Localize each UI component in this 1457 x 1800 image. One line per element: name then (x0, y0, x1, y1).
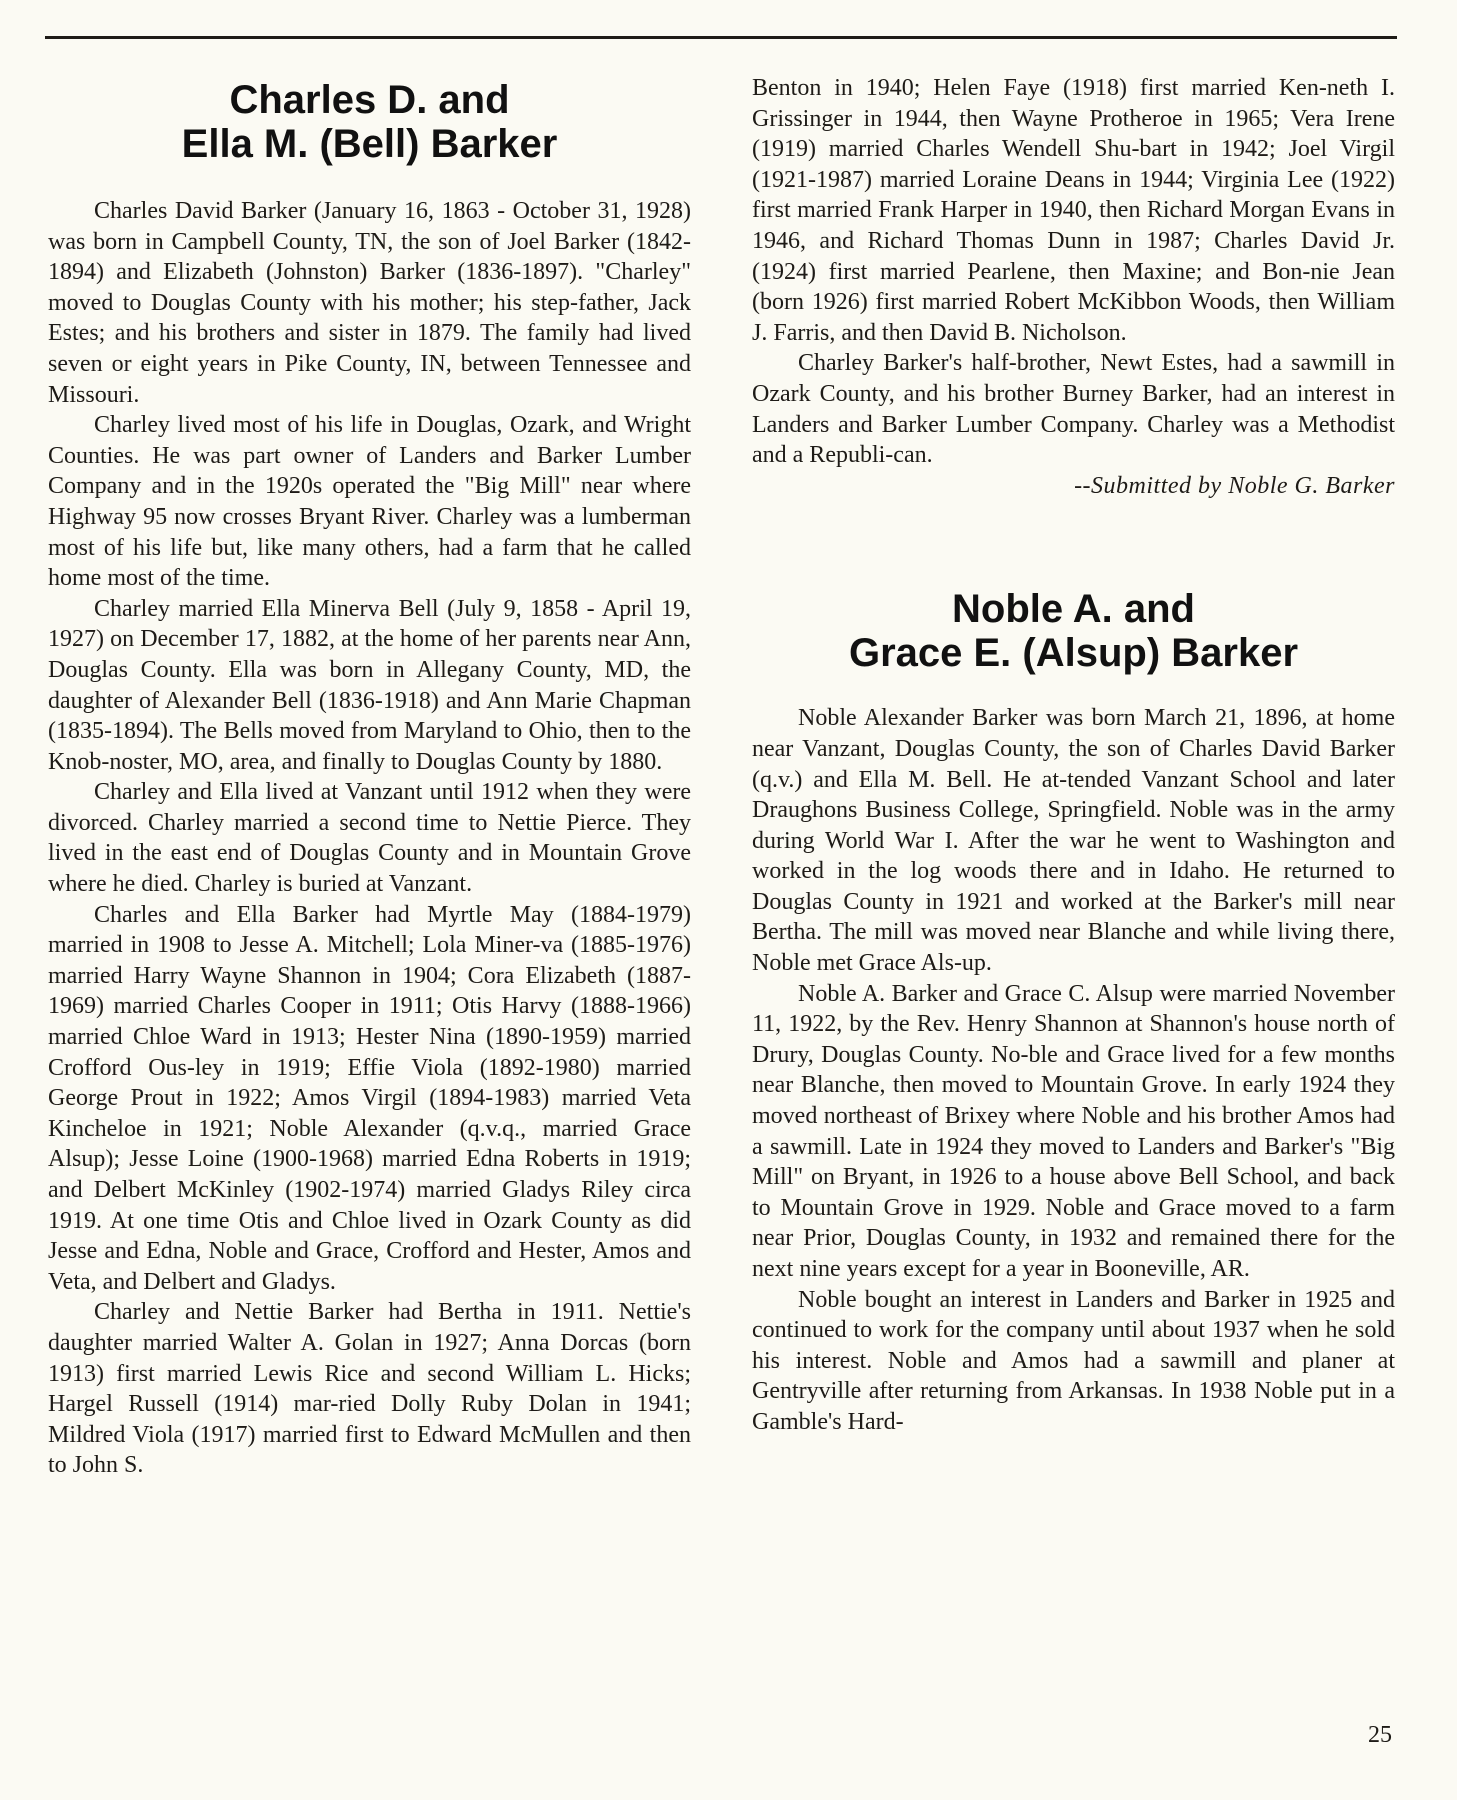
article-heading-noble-grace (752, 587, 1395, 675)
paragraph: Charley Barker's half-brother, Newt Estes, had a sawmill in Ozark County, and his brother Burney Barker, had an interest in Landers and Barker Lumber Company. Charley was a Methodist and a Republi-can. (752, 350, 1395, 469)
paragraph: Charley and Nettie Barker had Bertha in 1911. Nettie's daughter married Walter A. Golan in 1927; Anna Dorcas (born 1913) first married Lewis Rice and second William L. Hicks; Hargel Russell (1914) mar-ried Dolly Ruby Dolan in 1941; Mildred Viola (1917) married first to Edward McMullen and then to John S. (48, 1299, 691, 1479)
heading-line-1: Charles D. and (229, 78, 510, 122)
page-number: 25 (1368, 1722, 1392, 1748)
paragraph: Noble bought an interest in Landers and Barker in 1925 and continued to work for the company until about 1937 when he sold his interest. Noble and Amos had a sawmill and planer at Gentryville after returning from Arkansas. In 1938 Noble put in a Gamble's Hard- (752, 1286, 1395, 1435)
paragraph: Charley lived most of his life in Douglas, Ozark, and Wright Counties. He was part owner of Landers and Barker Lumber Company and in the 1920s operated the "Big Mill" near where Highway 95 now crosses Bryant River. Charley was a lumberman most of his life but, like many others, had a farm that he called home most of the time. (48, 412, 691, 592)
heading-line-1: Noble A. and (952, 587, 1195, 632)
paragraph-continued: Benton in 1940; Helen Faye (1918) first married Ken-neth I. Grissinger in 1944, then Wayne Protheroe in 1965; Vera Irene (1919) married Charles Wendell Shu-bart in 1942; Joel Virgil (1921-1987) married Loraine Deans in 1944; Virginia Lee (1922) first married Frank Harper in 1940, then Richard Morgan Evans in 1946, and Richard Thomas Dunn in 1987; Charles David Jr. (1924) first married Pearlene, then Maxine; and Bon-nie Jean (born 1926) first married Robert McKibbon Woods, then William J. Farris, and then David B. Nicholson. (752, 75, 1395, 346)
top-rule (45, 36, 1397, 39)
heading-line-2: Grace E. (Alsup) Barker (848, 631, 1299, 676)
heading-line-2: Ella M. (Bell) Barker (181, 122, 558, 166)
section-spacer (752, 501, 1395, 587)
paragraph: Charles and Ella Barker had Myrtle May (1884-1979) married in 1908 to Jesse A. Mitchell; Lola Miner-va (1885-1976) married Harry Wayne Shannon in 1904; Cora Elizabeth (1887-1969) married Charles Cooper in 1911; Otis Harvy (1888-1966) married Chloe Ward in 1913; Hester Nina (1890-1959) married Crofford Ous-ley in 1919; Effie Viola (1892-1980) married George Prout in 1922; Amos Virgil (1894-1983) married Veta Kincheloe in 1921; Noble Alexander (q.v.q., married Grace Alsup); Jesse Loine (1900-1968) married Edna Roberts in 1919; and Delbert McKinley (1902-1974) married Gladys Riley circa 1919. At one time Otis and Chloe lived in Ozark County as did Jesse and Edna, Noble and Grace, Crofford and Hester, Amos and Veta, and Delbert and Gladys. (48, 901, 691, 1295)
paragraph: Noble A. Barker and Grace C. Alsup were married November 11, 1922, by the Rev. Henry Shannon at Shannon's house north of Drury, Douglas County. No-ble and Grace lived for a few months near Blanche, then moved to Mountain Grove. In early 1924 they moved northeast of Brixey where Noble and his brother Amos had a sawmill. Late in 1924 they moved to Landers and Barker's "Big Mill" on Bryant, in 1926 to a house above Bell School, and back to Mountain Grove in 1929. Noble and Grace moved to a farm near Prior, Douglas County, in 1932 and remained there for the next nine years except for a year in Booneville, AR. (752, 980, 1395, 1282)
paragraph: Charles David Barker (January 16, 1863 - October 31, 1928) was born in Campbell County, TN, the son of Joel Barker (1842-1894) and Elizabeth (Johnston) Barker (1836-1897). "Charley" moved to Douglas County with his mother; his step-father, Jack Estes; and his brothers and sister in 1879. The family had lived seven or eight years in Pike County, IN, between Tennessee and Missouri. (48, 198, 691, 408)
left-column (48, 73, 691, 1481)
submitted-by-byline: --Submitted by Noble G. Barker (1074, 472, 1395, 499)
paragraph: Charley married Ella Minerva Bell (July 9, 1858 - April 19, 1927) on December 17, 1882, at the home of her parents near Ann, Douglas County. Ella was born in Allegany County, MD, the daughter of Alexander Bell (1836-1918) and Ann Marie Chapman (1835-1894). The Bells moved from Maryland to Ohio, then to the Knob-noster, MO, area, and finally to Douglas County by 1880. (48, 595, 691, 775)
paragraph: Charley and Ella lived at Vanzant until 1912 when they were divorced. Charley married a second time to Nettie Pierce. They lived in the east end of Douglas County and in Mountain Grove where he died. Charley is buried at Vanzant. (48, 779, 691, 898)
article-heading-charles-ella (48, 78, 691, 166)
paragraph: Noble Alexander Barker was born March 21, 1896, at home near Vanzant, Douglas County, the son of Charles David Barker (q.v.) and Ella M. Bell. He at-tended Vanzant School and later Draughons Business College, Springfield. Noble was in the army during World War I. After the war he went to Washington and worked in the log woods there and in Idaho. He returned to Douglas County in 1921 and worked at the Barker's mill near Bertha. The mill was moved near Blanche and while living there, Noble met Grace Als-up. (752, 705, 1395, 977)
right-column (752, 73, 1395, 1438)
